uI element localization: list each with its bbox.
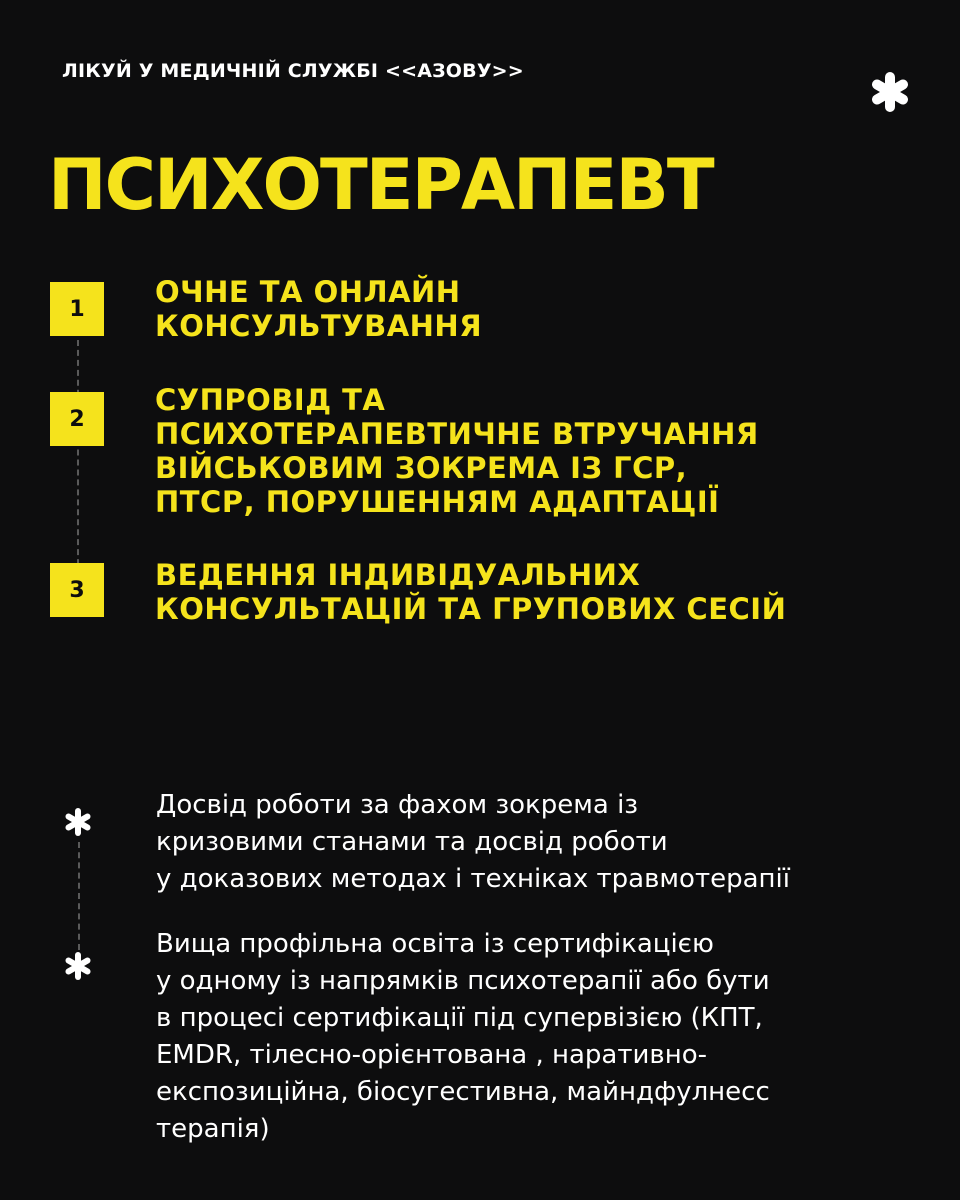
duty-line: ПТСР, ПОРУШЕННЯМ АДАПТАЦІЇ bbox=[155, 485, 720, 519]
requirement-line: кризовими станами та досвід роботи bbox=[156, 827, 668, 857]
requirement-line: терапія) bbox=[156, 1114, 270, 1144]
asterisk-icon bbox=[63, 807, 93, 837]
duty-line: ВЕДЕННЯ ІНДИВІДУАЛЬНИХ bbox=[155, 558, 641, 592]
header-subtitle: ЛІКУЙ У МЕДИЧНІЙ СЛУЖБІ <<АЗОВУ>> bbox=[62, 60, 524, 82]
requirement-connector-line bbox=[78, 842, 80, 950]
duty-line: КОНСУЛЬТУВАННЯ bbox=[155, 309, 483, 343]
duty-line: ПСИХОТЕРАПЕВТИЧНЕ ВТРУЧАННЯ bbox=[155, 417, 759, 451]
duty-item bbox=[155, 383, 935, 519]
requirement-line: Досвід роботи за фахом зокрема із bbox=[156, 790, 639, 820]
asterisk-icon bbox=[63, 951, 93, 981]
requirement-line: експозиційна, біосугестивна, майндфулнесс bbox=[156, 1077, 770, 1107]
duty-number-badge: 2 bbox=[50, 392, 104, 446]
duty-number-badge: 3 bbox=[50, 563, 104, 617]
duty-line: СУПРОВІД ТА bbox=[155, 383, 386, 417]
duty-item bbox=[155, 558, 935, 626]
duty-number-badge: 1 bbox=[50, 282, 104, 336]
duty-line: ОЧНЕ ТА ОНЛАЙН bbox=[155, 275, 461, 309]
requirement-line: в процесі сертифікації під супервізією (КПТ, bbox=[156, 1003, 763, 1033]
requirement-item bbox=[156, 926, 936, 1148]
requirement-line: EMDR, тілесно-орієнтована , наративно- bbox=[156, 1040, 708, 1070]
asterisk-icon bbox=[868, 70, 912, 114]
duty-item bbox=[155, 275, 935, 343]
requirement-item bbox=[156, 787, 936, 898]
requirement-line: у одному із напрямків психотерапії або бути bbox=[156, 966, 770, 996]
requirement-line: Вища профільна освіта із сертифікацією bbox=[156, 929, 714, 959]
duty-line: КОНСУЛЬТАЦІЙ ТА ГРУПОВИХ СЕСІЙ bbox=[155, 592, 787, 626]
duty-line: ВІЙСЬКОВИМ ЗОКРЕМА ІЗ ГСР, bbox=[155, 451, 688, 485]
page-title: ПСИХОТЕРАПЕВТ bbox=[48, 144, 713, 226]
requirement-line: у доказових методах і техніках травмотерапії bbox=[156, 864, 790, 894]
duty-connector-line bbox=[77, 330, 79, 585]
